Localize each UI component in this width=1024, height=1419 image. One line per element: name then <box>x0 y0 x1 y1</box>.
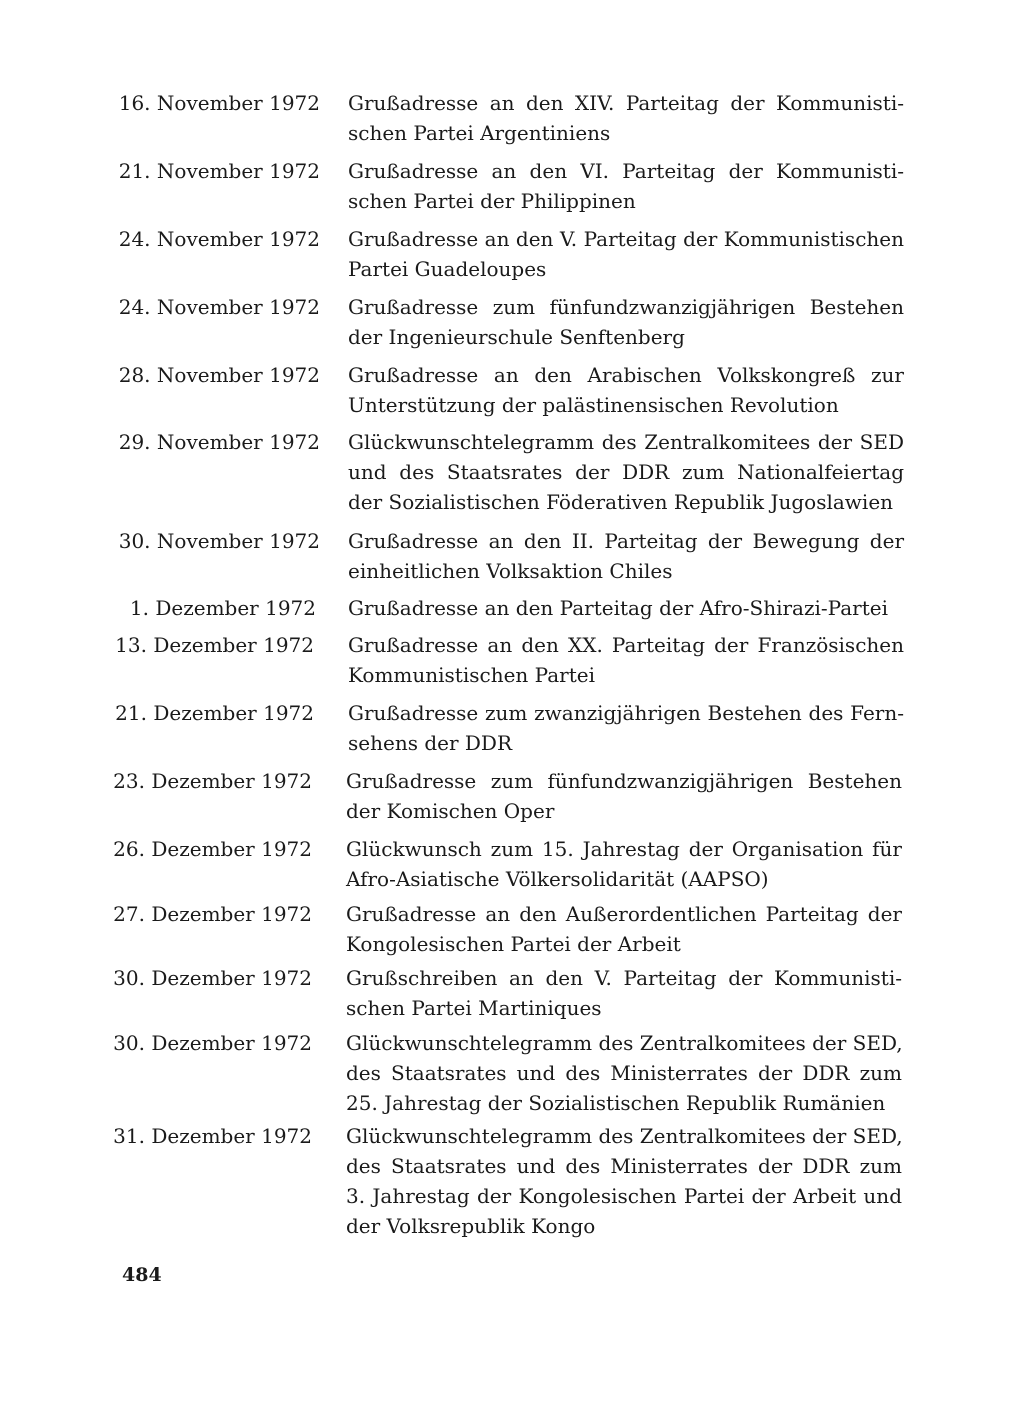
entry-date: 21. Dezember 1972 <box>115 701 314 725</box>
entry-date: 13. Dezember 1972 <box>115 633 314 657</box>
entry-date: 30. Dezember 1972 <box>113 1031 312 1055</box>
entry-date: 24. November 1972 <box>118 227 320 251</box>
entry-date: 31. Dezember 1972 <box>113 1124 312 1148</box>
description-line: Grußadresse an den XIV. Parteitag der Kommunisti- <box>348 91 904 115</box>
entry-description <box>348 224 904 284</box>
description-line: schen Partei Martiniques <box>346 996 602 1020</box>
entry-description <box>346 963 902 1023</box>
entry-date: 29. November 1972 <box>118 430 320 454</box>
entry-description <box>348 156 904 216</box>
entry-description <box>346 834 902 894</box>
entry-description <box>346 1121 902 1241</box>
description-line: schen Partei Argentiniens <box>348 121 611 145</box>
page-number: 484 <box>122 1264 162 1286</box>
description-line: Glückwunsch zum 15. Jahrestag der Organisation für <box>346 837 902 861</box>
description-line: Grußschreiben an den V. Parteitag der Kommunisti- <box>346 966 902 990</box>
entry-date: 24. November 1972 <box>118 295 320 319</box>
description-line: sehens der DDR <box>348 731 513 755</box>
description-line: Grußadresse zum zwanzigjährigen Bestehen des Fern- <box>348 701 904 725</box>
entry-date: 28. November 1972 <box>118 363 320 387</box>
description-line: der Volksrepublik Kongo <box>346 1214 596 1238</box>
description-line: und des Staatsrates der DDR zum Nationalfeiertag <box>348 460 904 484</box>
description-line: Glückwunschtelegramm des Zentralkomitees der SED, <box>346 1031 903 1055</box>
entry-date: 23. Dezember 1972 <box>113 769 312 793</box>
entry-date: 16. November 1972 <box>118 91 320 115</box>
entry-date: 26. Dezember 1972 <box>113 837 312 861</box>
entry-description <box>348 526 904 586</box>
description-line: der Sozialistischen Föderativen Republik Jugoslawien <box>348 490 894 514</box>
description-line: Kongolesischen Partei der Arbeit <box>346 932 681 956</box>
entry-date: 27. Dezember 1972 <box>113 902 312 926</box>
entry-description <box>346 899 902 959</box>
entry-description <box>348 88 904 148</box>
entry-description <box>346 766 902 826</box>
entry-description <box>348 292 904 352</box>
description-line: Kommunistischen Partei <box>348 663 595 687</box>
description-line: Grußadresse zum fünfundzwanzigjährigen Bestehen <box>348 295 904 319</box>
description-line: schen Partei der Philippinen <box>348 189 636 213</box>
description-line: Grußadresse an den Parteitag der Afro-Shirazi-Partei <box>348 596 888 620</box>
description-line: Grußadresse zum fünfundzwanzigjährigen Bestehen <box>346 769 902 793</box>
description-line: Grußadresse an den VI. Parteitag der Kommunisti- <box>348 159 904 183</box>
entry-date: 30. Dezember 1972 <box>113 966 312 990</box>
description-line: Glückwunschtelegramm des Zentralkomitees der SED, <box>346 1124 903 1148</box>
description-line: Grußadresse an den Arabischen Volkskongreß zur <box>348 363 904 387</box>
description-line: Partei Guadeloupes <box>348 257 547 281</box>
description-line: der Komischen Oper <box>346 799 555 823</box>
entry-description <box>346 1028 902 1118</box>
description-line: 3. Jahrestag der Kongolesischen Partei der Arbeit und <box>346 1184 902 1208</box>
description-line: Afro-Asiatische Völkersolidarität (AAPSO) <box>346 867 769 891</box>
entry-description <box>348 427 904 517</box>
description-line: Grußadresse an den V. Parteitag der Kommunistischen <box>348 227 904 251</box>
description-line: der Ingenieurschule Senftenberg <box>348 325 685 349</box>
description-line: Unterstützung der palästinensischen Revolution <box>348 393 839 417</box>
entry-date: 1. Dezember 1972 <box>129 596 316 620</box>
entry-description <box>348 630 904 690</box>
description-line: Grußadresse an den XX. Parteitag der Französischen <box>348 633 904 657</box>
description-line: Grußadresse an den Außerordentlichen Parteitag der <box>346 902 902 926</box>
description-line: Glückwunschtelegramm des Zentralkomitees der SED <box>348 430 904 454</box>
entry-date: 30. November 1972 <box>118 529 320 553</box>
description-line: einheitlichen Volksaktion Chiles <box>348 559 673 583</box>
description-line: des Staatsrates und des Ministerrates der DDR zum <box>346 1061 902 1085</box>
entry-description <box>348 698 904 758</box>
entry-date: 21. November 1972 <box>118 159 320 183</box>
entry-description <box>348 360 904 420</box>
description-line: Grußadresse an den II. Parteitag der Bewegung der <box>348 529 904 553</box>
description-line: 25. Jahrestag der Sozialistischen Republik Rumänien <box>346 1091 886 1115</box>
description-line: des Staatsrates und des Ministerrates der DDR zum <box>346 1154 902 1178</box>
entry-description <box>348 593 904 623</box>
